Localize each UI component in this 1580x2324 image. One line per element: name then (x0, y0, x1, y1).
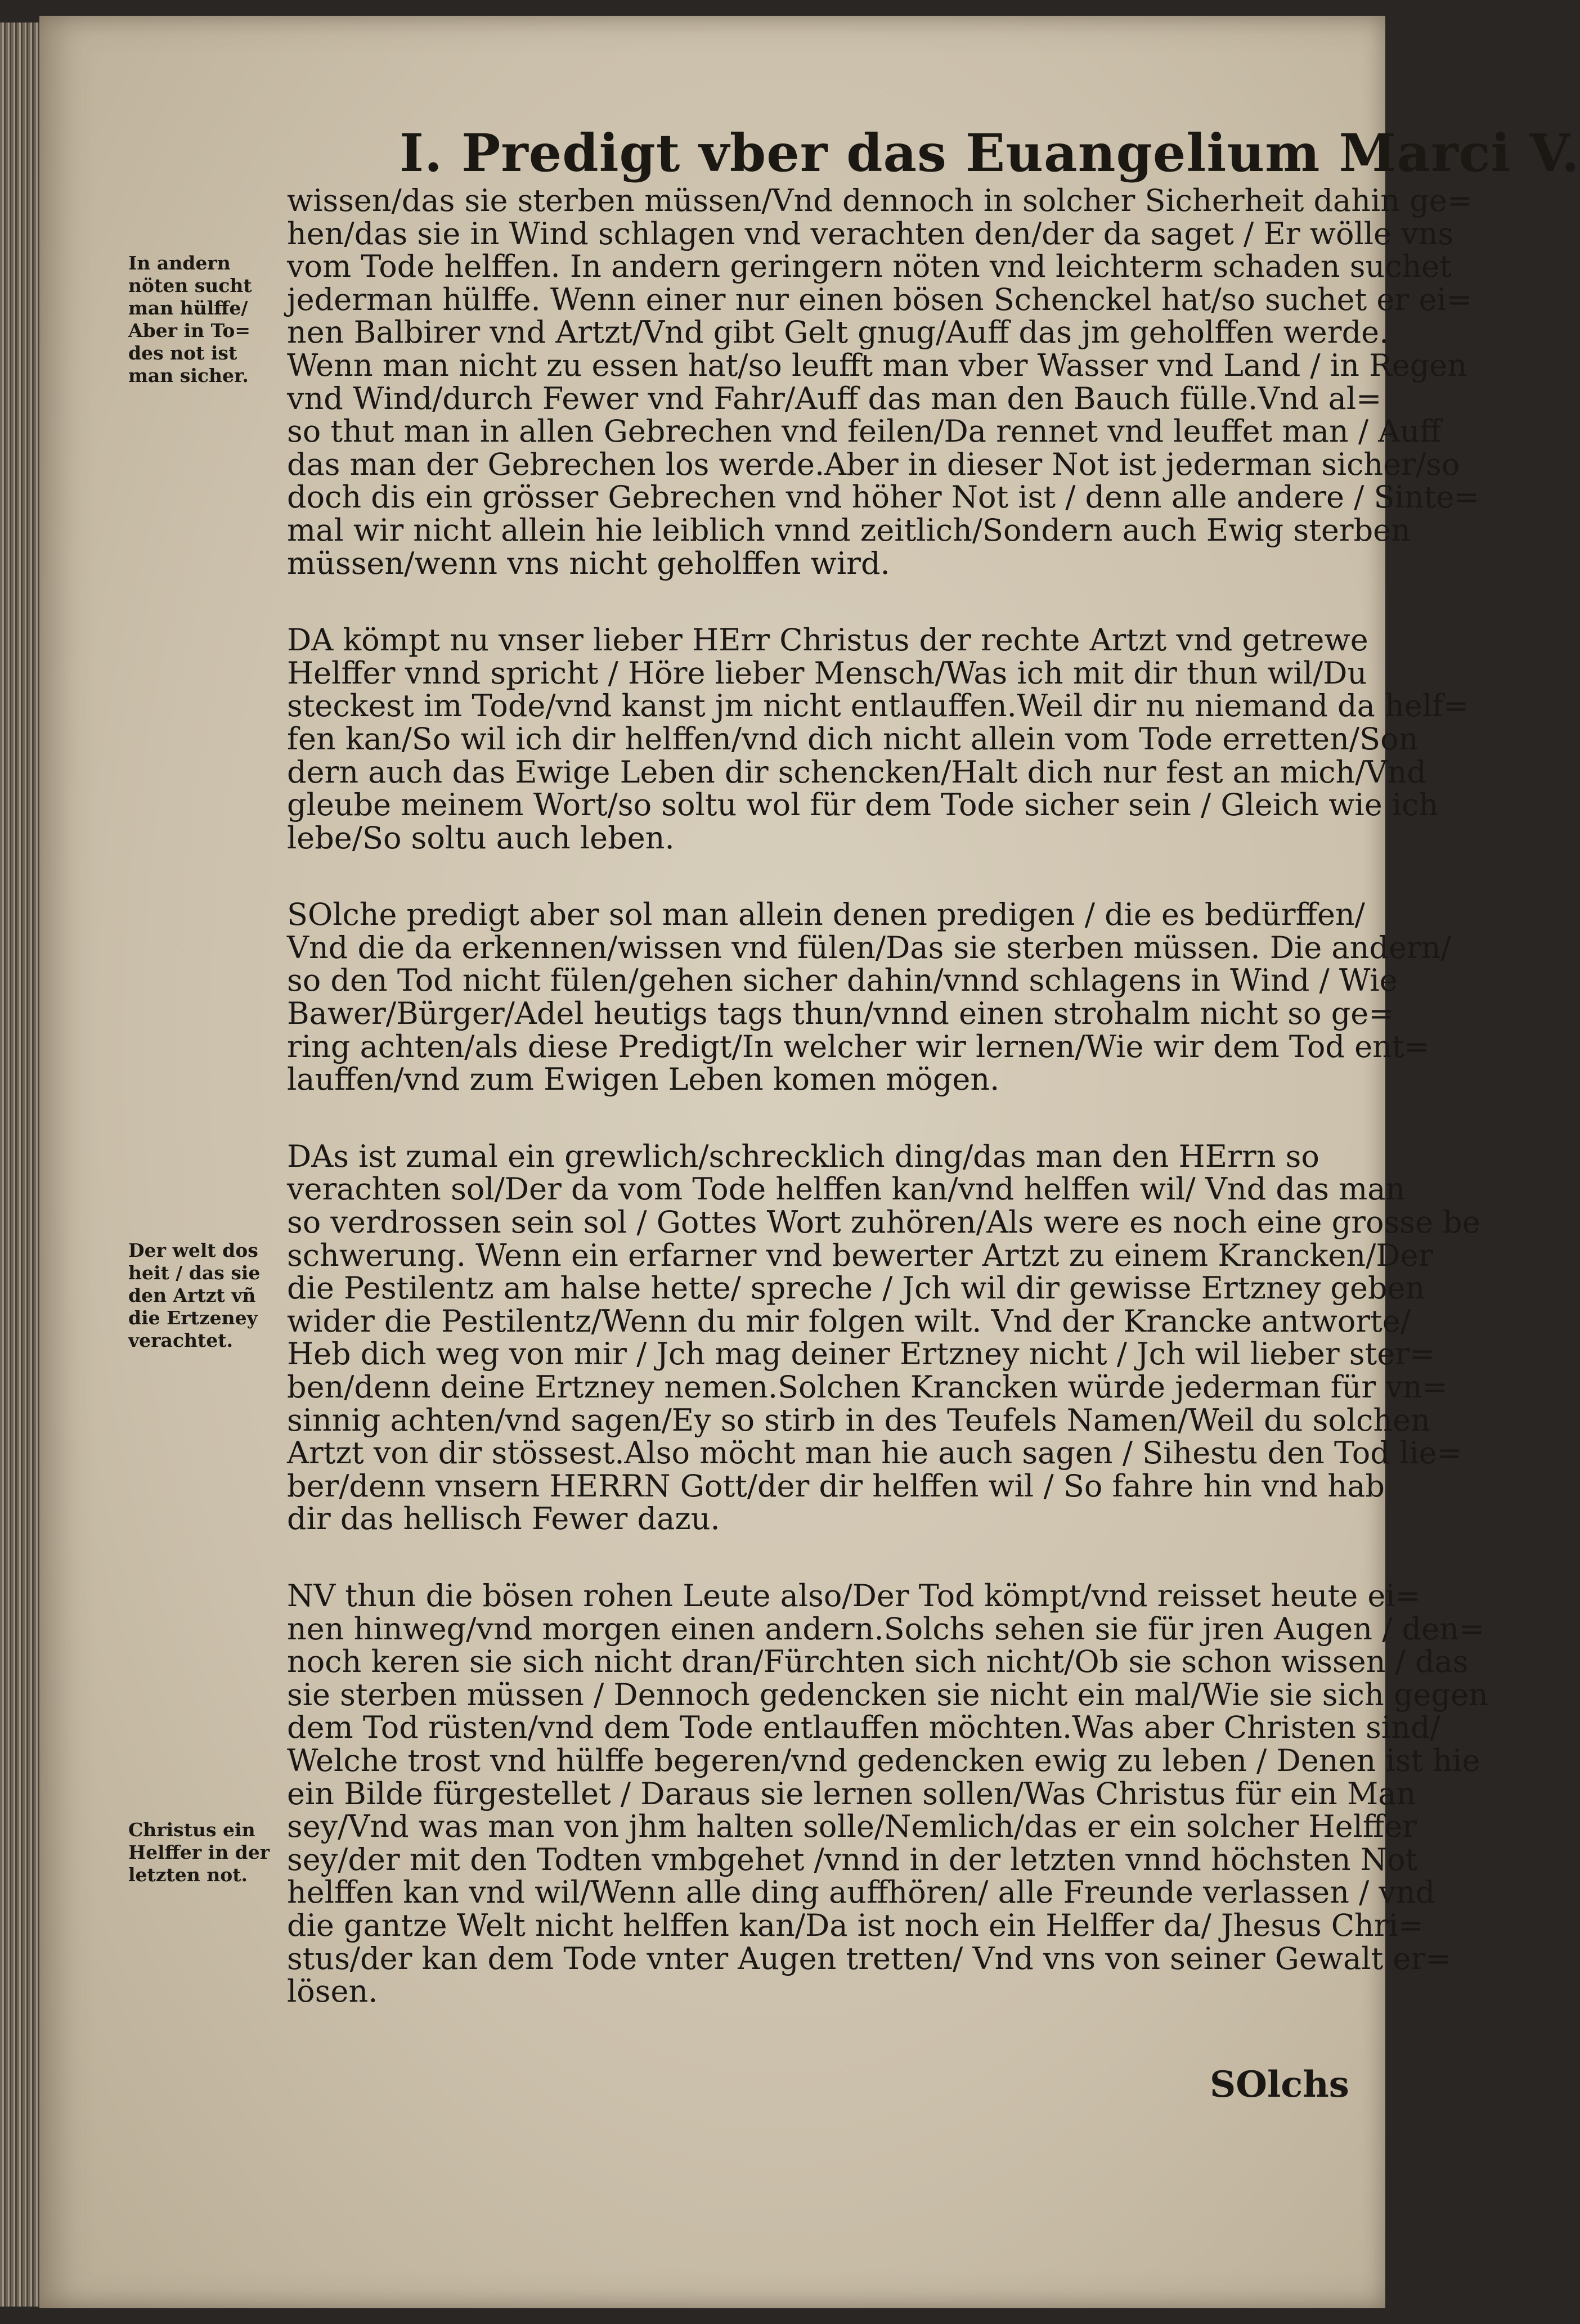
text-line: so den Tod nicht fülen/gehen sicher dahin/vnnd schlagens in Wind / Wie (287, 963, 1398, 999)
text-line: dem Tod rüsten/vnd dem Tode entlauffen möchten.Was aber Christen sind/ (287, 1710, 1440, 1746)
text-line: wider die Pestilentz/Wenn du mir folgen wilt. Vnd der Krancke antworte/ (287, 1303, 1411, 1339)
text-line: so verdrossen sein sol / Gottes Wort zuhören/Als were es noch eine grosse be (287, 1204, 1480, 1240)
text-line: sinnig achten/vnd sagen/Ey so stirb in des Teufels Namen/Weil du solchen (287, 1402, 1430, 1438)
text-line: Heb dich weg von mir / Jch mag deiner Ertzney nicht / Jch wil lieber ster= (287, 1336, 1435, 1372)
text-line: steckest im Tode/vnd kanst jm nicht entlauffen.Weil dir nu niemand da helf= (287, 688, 1469, 724)
text-line: lebe/So soltu auch leben. (287, 820, 675, 856)
page-edge (0, 23, 39, 2307)
text-line: gleube meinem Wort/so soltu wol für dem Tode sicher sein / Gleich wie ich (287, 787, 1439, 823)
text-line: Welche trost vnd hülffe begeren/vnd gedencken ewig zu leben / Denen ist hie (287, 1742, 1480, 1778)
margin-note (128, 252, 280, 387)
paragraph-5 (287, 1577, 1488, 2010)
paragraph-1 (287, 183, 1480, 581)
body-text (287, 183, 1488, 2010)
text-line: dir das hellisch Fewer dazu. (287, 1501, 720, 1537)
text-line: ein Bilde fürgestellet / Daraus sie lernen sollen/Was Christus für ein Man (287, 1775, 1416, 1811)
margin-note-line: Christus ein (128, 1819, 255, 1841)
text-line: vnd Wind/durch Fewer vnd Fahr/Auff das man den Bauch fülle.Vnd al= (287, 380, 1382, 416)
margin-note-line: Der welt dos (128, 1239, 258, 1261)
text-line: nen Balbirer vnd Artzt/Vnd gibt Gelt gnug/Auff das jm geholffen werde. (287, 314, 1389, 350)
text-line: verachten sol/Der da vom Tode helffen kan/vnd helffen wil/ Vnd das man (287, 1171, 1406, 1207)
text-line: lösen. (287, 1974, 378, 2010)
text-line: so thut man in allen Gebrechen vnd feilen/Da rennet vnd leuffet man / Auff (287, 413, 1442, 449)
text-line: ring achten/als diese Predigt/In welcher wir lernen/Wie wir dem Tod ent= (287, 1028, 1430, 1064)
text-line: SOlche predigt aber sol man allein denen predigen / die es bedürffen/ (287, 897, 1365, 933)
paragraph-3 (287, 897, 1451, 1098)
text-line: Vnd die da erkennen/wissen vnd fülen/Das sie sterben müssen. Die andern/ (287, 929, 1451, 965)
text-line: doch dis ein grösser Gebrechen vnd höher Not ist / denn alle andere / Sinte= (287, 479, 1480, 515)
text-line: müssen/wenn vns nicht geholffen wird. (287, 545, 890, 581)
text-line: NV thun die bösen rohen Leute also/Der Tod kömpt/vnd reisset heute ei= (287, 1577, 1421, 1613)
text-line: DAs ist zumal ein grewlich/schrecklich ding/das man den HErrn so (287, 1138, 1319, 1174)
text-line: sie sterben müssen / Dennoch gedencken sie nicht ein mal/Wie sie sich gegen (287, 1676, 1488, 1712)
text-line: stus/der kan dem Tode vnter Augen tretten/ Vnd vns von seiner Gewalt er= (287, 1940, 1451, 1976)
margin-note-line: Aber in To= (128, 320, 250, 341)
book-page (39, 16, 1580, 2308)
page-header: I. Predigt vber das Euangelium Marci V. (400, 123, 1580, 183)
text-line: mal wir nicht allein hie leiblich vnnd zeitlich/Sondern auch Ewig sterben (287, 512, 1411, 548)
text-line: schwerung. Wenn ein erfarner vnd bewerter Artzt zu einem Krancken/Der (287, 1237, 1433, 1273)
text-line: die gantze Welt nicht helffen kan/Da ist noch ein Helffer da/ Jhesus Chri= (287, 1907, 1424, 1943)
text-line: ben/denn deine Ertzney nemen.Solchen Krancken würde jederman für vn= (287, 1369, 1448, 1405)
margin-note (128, 1819, 280, 1886)
margin-note-line: heit / das sie (128, 1262, 261, 1284)
margin-note-line: man sicher. (128, 365, 249, 386)
margin-note-line: die Ertzeney (128, 1307, 258, 1329)
text-line: das man der Gebrechen los werde.Aber in dieser Not ist jederman sicher/so (287, 446, 1460, 482)
text-line: jederman hülffe. Wenn einer nur einen bösen Schenckel hat/so suchet er ei= (287, 281, 1472, 317)
text-line: dern auch das Ewige Leben dir schencken/Halt dich nur fest an mich/Vnd (287, 754, 1426, 790)
paragraph-2 (287, 622, 1469, 856)
margin-note (128, 1239, 280, 1352)
paragraph-4 (287, 1138, 1480, 1537)
margin-note-line: man hülffe/ (128, 297, 248, 319)
margin-note-line: letzten not. (128, 1864, 248, 1886)
margin-note-line: den Artzt vñ (128, 1284, 256, 1306)
text-line: wissen/das sie sterben müssen/Vnd dennoch in solcher Sicherheit dahin ge= (287, 183, 1473, 218)
text-line: noch keren sie sich nicht dran/Fürchten sich nicht/Ob sie schon wissen / das (287, 1644, 1469, 1680)
text-line: Helffer vnnd spricht / Höre lieber Mensch/Was ich mit dir thun wil/Du (287, 655, 1367, 691)
text-line: ber/denn vnsern HERRN Gott/der dir helffen wil / So fahre hin vnd hab (287, 1468, 1385, 1504)
margin-note-line: nöten sucht (128, 275, 252, 296)
text-line: die Pestilentz am halse hette/ spreche / Jch wil dir gewisse Ertzney geben (287, 1270, 1425, 1306)
text-line: hen/das sie in Wind schlagen vnd verachten den/der da saget / Er wölle vns (287, 215, 1454, 251)
text-line: sey/der mit den Todten vmbgehet /vnnd in der letzten vnnd höchsten Not (287, 1841, 1418, 1877)
margin-note-line: verachtet. (128, 1329, 233, 1351)
text-line: nen hinweg/vnd morgen einen andern.Solchs sehen sie für jren Augen / den= (287, 1611, 1485, 1647)
text-line: lauffen/vnd zum Ewigen Leben komen mögen. (287, 1062, 1000, 1098)
text-line: vom Tode helffen. In andern geringern nöten vnd leichterm schaden suchet (287, 249, 1452, 285)
text-line: sey/Vnd was man von jhm halten solle/Nemlich/das er ein solcher Helffer (287, 1809, 1417, 1845)
catchword: SOlchs (1210, 2064, 1349, 2106)
text-line: Wenn man nicht zu essen hat/so leufft man vber Wasser vnd Land / in Regen (287, 347, 1467, 383)
text-line: Bawer/Bürger/Adel heutigs tags thun/vnnd einen strohalm nicht so ge= (287, 996, 1394, 1032)
margin-note-line: des not ist (128, 342, 237, 364)
margin-note-line: Helffer in der (128, 1841, 270, 1863)
text-line: DA kömpt nu vnser lieber HErr Christus der rechte Artzt vnd getrewe (287, 622, 1368, 658)
text-line: Artzt von dir stössest.Also möcht man hie auch sagen / Sihestu den Tod lie= (287, 1435, 1462, 1471)
margin-note-line: In andern (128, 252, 231, 274)
text-line: helffen kan vnd wil/Wenn alle ding auffhören/ alle Freunde verlassen / vnd (287, 1875, 1435, 1911)
text-line: fen kan/So wil ich dir helffen/vnd dich nicht allein vom Tode erretten/Son (287, 721, 1419, 757)
